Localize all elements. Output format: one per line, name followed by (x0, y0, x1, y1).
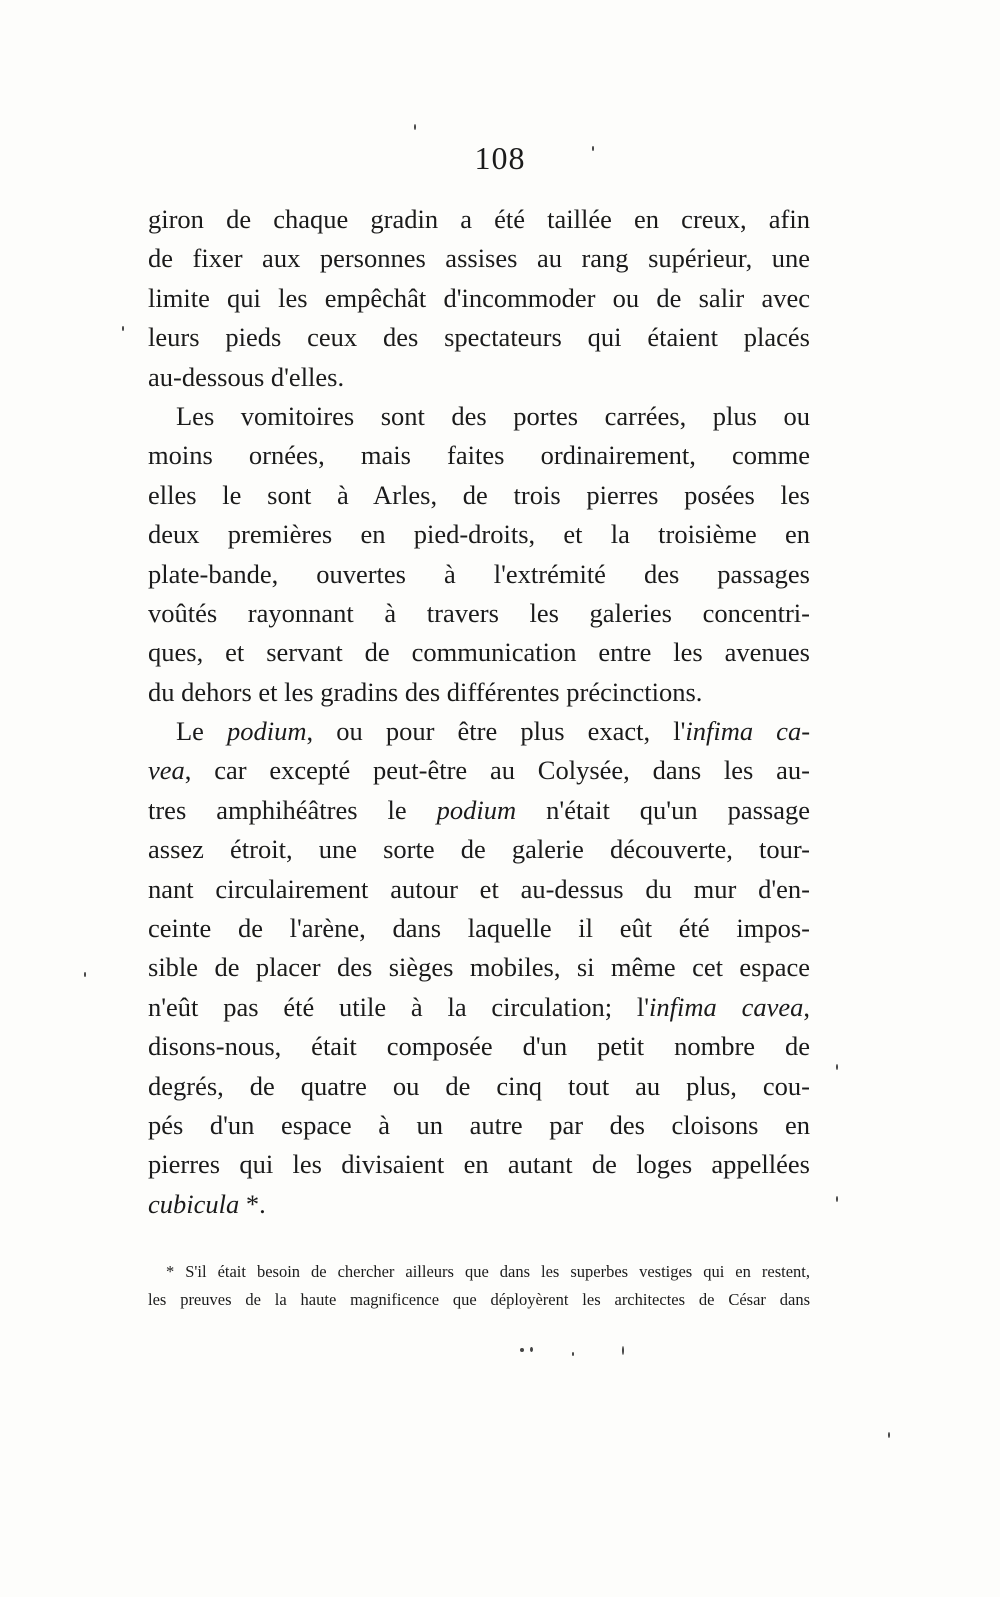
text-line (148, 476, 810, 515)
text-line (148, 751, 810, 790)
paragraph (148, 397, 810, 712)
text-run: plate-bande, ouvertes à l'extrémité des passages (148, 558, 810, 589)
text-run: , car excepté peut-être au Colysée, dans les au- (184, 755, 810, 786)
text-line (148, 673, 810, 712)
text-line (148, 633, 810, 672)
scan-speck (888, 1432, 890, 1438)
text-run: pierres qui les divisaient en autant de loges appellées (148, 1149, 810, 1180)
text-run: de fixer aux personnes assises au rang supérieur, une (148, 243, 810, 274)
italic-term: cubicula (148, 1188, 240, 1219)
scan-speck (592, 146, 594, 151)
italic-term: podium (227, 716, 307, 747)
text-run: elles le sont à Arles, de trois pierres posées les (148, 479, 810, 510)
text-line (148, 1185, 810, 1224)
text-run: disons-nous, était composée d'un petit nombre de (148, 1031, 810, 1062)
italic-term: infima cavea (649, 991, 804, 1022)
italic-term: infima ca- (685, 716, 811, 747)
text-run: du dehors et les gradins des différentes précinctions. (148, 676, 703, 707)
scan-speck (520, 1348, 524, 1352)
footnote (148, 1258, 810, 1314)
text-line (148, 397, 810, 436)
text-line (148, 555, 810, 594)
text-line (148, 239, 810, 278)
text-run: pés d'un espace à un autre par des cloisons en (148, 1109, 810, 1140)
scan-speck (836, 1064, 838, 1070)
text-run: Les vomitoires sont des portes carrées, plus ou (176, 400, 810, 431)
scan-speck (836, 1196, 838, 1202)
body-text (148, 200, 810, 1224)
text-line (148, 318, 810, 357)
text-run: Le (176, 716, 228, 747)
paragraph (148, 200, 810, 397)
text-run: leurs pieds ceux des spectateurs qui étaient placés (148, 322, 810, 353)
text-line (148, 1027, 810, 1066)
scan-speck (122, 326, 124, 331)
text-run: *. (239, 1188, 266, 1219)
text-line (148, 988, 810, 1027)
text-line (148, 712, 810, 751)
text-run: n'était qu'un passage (516, 794, 810, 825)
text-run: , ou pour être plus exact, l' (306, 716, 686, 747)
text-line (148, 870, 810, 909)
text-line (148, 1145, 810, 1184)
footnote-line: * S'il était besoin de chercher ailleurs que dans les superbes vestiges qui en restent, (166, 1262, 810, 1281)
text-run: voûtés rayonnant à travers les galeries concentri- (148, 597, 810, 628)
footnote-line: les preuves de la haute magnificence que déployèrent les architectes de César dans (148, 1290, 810, 1309)
text-line (148, 1067, 810, 1106)
text-line (148, 358, 810, 397)
text-run: au-dessous d'elles. (148, 361, 345, 392)
text-run: moins ornées, mais faites ordinairement, comme (148, 440, 810, 471)
text-run: deux premières en pied-droits, et la troisième en (148, 519, 810, 550)
text-line (148, 830, 810, 869)
text-run: n'eût pas été utile à la circulation; l' (148, 991, 650, 1022)
text-run: ceinte de l'arène, dans laquelle il eût été impos- (148, 913, 810, 944)
italic-term: podium (436, 794, 517, 825)
scan-speck (414, 124, 416, 130)
text-line (148, 1106, 810, 1145)
scan-speck (622, 1346, 624, 1355)
text-line (148, 515, 810, 554)
text-run: degrés, de quatre ou de cinq tout au plus, cou- (148, 1070, 810, 1101)
scan-speck (84, 972, 86, 977)
text-line (148, 436, 810, 475)
text-run: tres amphihéâtres le (148, 794, 437, 825)
scan-speck (530, 1347, 533, 1352)
scan-speck (572, 1352, 574, 1356)
text-run: ques, et servant de communication entre les avenues (148, 637, 810, 668)
text-run: assez étroit, une sorte de galerie découverte, tour- (148, 834, 810, 865)
text-run: sible de placer des sièges mobiles, si même cet espace (148, 952, 810, 983)
text-line (148, 200, 810, 239)
text-line (148, 909, 810, 948)
paragraph (148, 712, 810, 1224)
text-line (148, 791, 810, 830)
italic-term: vea (148, 755, 185, 786)
text-line (148, 948, 810, 987)
text-line (148, 594, 810, 633)
text-run: , (803, 991, 810, 1022)
text-run: giron de chaque gradin a été taillée en creux, afin (148, 204, 810, 234)
text-line (148, 279, 810, 318)
text-run: limite qui les empêchât d'incommoder ou de salir avec (148, 282, 810, 313)
page-number: 108 (474, 140, 526, 176)
text-run: nant circulairement autour et au-dessus du mur d'en- (148, 873, 810, 904)
